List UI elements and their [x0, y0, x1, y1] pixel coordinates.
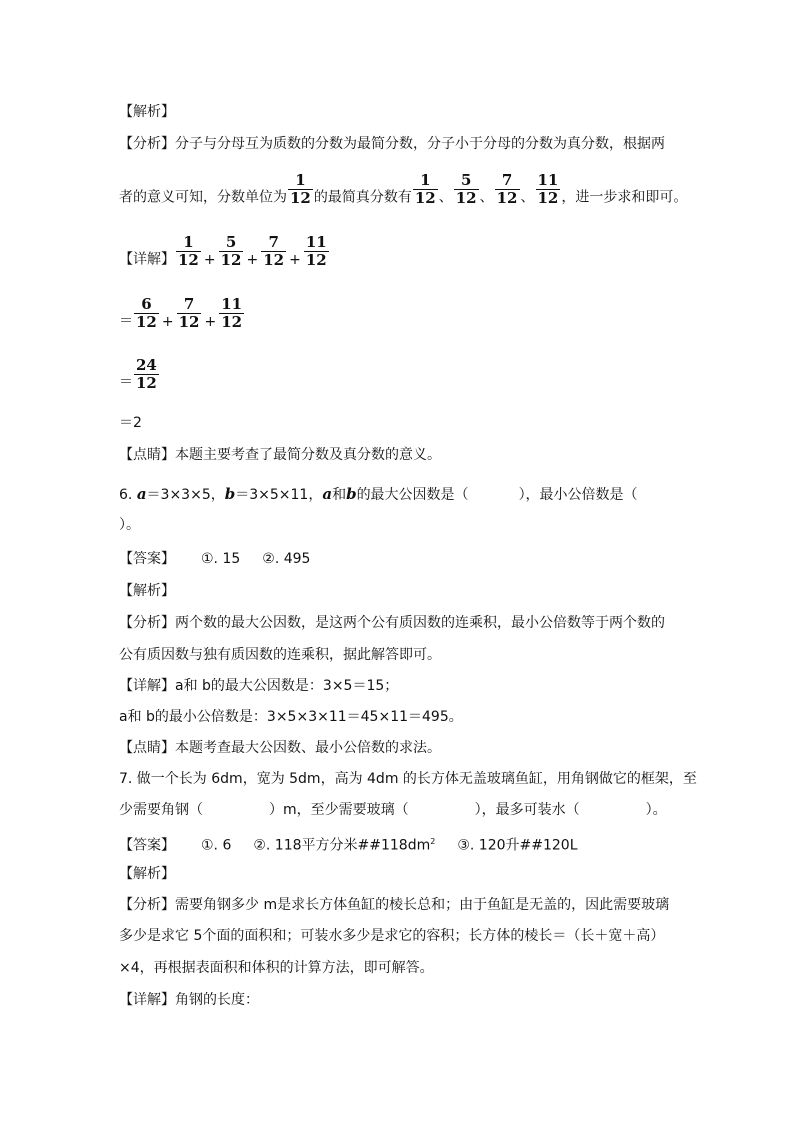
separator: 、 [520, 189, 535, 206]
plus: + [289, 251, 301, 268]
question-7-line2 [119, 801, 667, 819]
numerator: 6 [141, 295, 152, 313]
plus: + [246, 251, 259, 268]
text: ，进一步求和即可。 [561, 189, 688, 206]
remark-1: 【点睛】本题主要考查了最简分数及真分数的意义。 [119, 447, 441, 463]
fraction [134, 296, 159, 331]
analysis-7b: 多少是求它 5个面的面积和；可装水多少是求它的容积；长方体的棱长＝（长＋宽＋高） [119, 928, 665, 944]
analysis-6a: 【分析】两个数的最大公因数，是这两个公有质因数的连乘积，最小公倍数等于两个数的 [119, 615, 665, 631]
analysis-label-7: 【解析】 [119, 866, 175, 882]
numerator: 7 [183, 295, 195, 313]
fraction [495, 172, 520, 207]
analysis-label-1: 【解析】 [119, 104, 175, 120]
denominator: 12 [537, 189, 559, 207]
answer-7 [119, 833, 578, 855]
a-expression: ＝3×3×5， [146, 487, 225, 503]
fraction [413, 172, 438, 207]
numerator: 5 [460, 171, 472, 189]
fraction [304, 234, 329, 269]
equals: ＝ [119, 374, 133, 391]
text: ）。 [645, 802, 667, 818]
var-a: a [136, 485, 147, 503]
fraction [219, 234, 244, 269]
text: ），最小公倍数是（ [518, 487, 638, 503]
denominator: 12 [136, 313, 157, 331]
numerator: 11 [537, 171, 559, 189]
answer-2: ②. 495 [262, 551, 311, 567]
b-expression: ＝3×5×11， [235, 487, 323, 503]
answer-1: ①. 6 [201, 837, 232, 854]
detail-7: 【详解】角钢的长度： [119, 992, 259, 1008]
denominator: 12 [220, 251, 242, 269]
answer-3: ③. 120升##120L [457, 837, 578, 854]
denominator: 12 [136, 374, 157, 392]
denominator: 12 [221, 313, 243, 331]
var-b: b [224, 485, 236, 503]
numerator: 7 [501, 171, 513, 189]
numerator: 7 [268, 233, 279, 251]
question-6-end: ）。 [119, 517, 140, 533]
text: 的最简真分数有 [313, 189, 412, 206]
numerator: 1 [420, 171, 431, 189]
plus: + [203, 251, 216, 268]
detail-label: 【详解】 [119, 251, 175, 268]
denominator: 12 [496, 189, 518, 207]
question-number: 6. [119, 487, 133, 503]
answer-6 [119, 550, 310, 568]
answer-label: 【答案】 [119, 551, 175, 567]
text: 和 [332, 487, 347, 503]
detail-6a: 【详解】a和 b的最大公因数是：3×5＝15； [119, 678, 399, 694]
remark-6: 【点睛】本题考查最大公因数、最小公倍数的求法。 [119, 740, 441, 756]
answer-2: ②. 118平方分米##118dm [253, 837, 431, 854]
text: ），最多可装水（ [474, 802, 580, 818]
question-7-line1: 7. 做一个长为 6dm，宽为 5dm，高为 4dm 的长方体无盖玻璃鱼缸，用角钢做它的框架，至 [119, 771, 697, 787]
detail-1 [119, 234, 330, 269]
answer-1: ①. 15 [201, 551, 241, 567]
question-6 [119, 485, 638, 504]
analysis-text-1b [119, 172, 687, 207]
denominator: 12 [178, 251, 199, 269]
analysis-text-1a: 【分析】分子与分母互为质数的分数为最简分数，分子小于分母的分数为真分数，根据两 [119, 136, 665, 152]
denominator: 12 [305, 251, 327, 269]
equals: ＝ [119, 313, 133, 330]
numerator: 24 [136, 356, 157, 374]
analysis-7c: ×4，再根据表面积和体积的计算方法，即可解答。 [119, 960, 434, 976]
fraction [134, 357, 159, 392]
analysis-label-6: 【解析】 [119, 583, 175, 599]
text: 的最大公因数是（ [356, 487, 469, 503]
superscript: 2 [430, 837, 436, 846]
answer-label: 【答案】 [119, 837, 175, 854]
detail-6b: a和 b的最小公倍数是：3×5×3×11＝45×11＝495。 [119, 709, 463, 725]
analysis-7a: 【分析】需要角钢多少 m是求长方体鱼缸的棱长总和；由于鱼缸是无盖的，因此需要玻璃 [119, 897, 670, 913]
denominator: 12 [178, 313, 200, 331]
var-b: b [346, 485, 357, 503]
text: 少需要角钢（ [119, 802, 203, 818]
separator: 、 [438, 189, 453, 206]
numerator: 1 [183, 233, 194, 251]
denominator: 12 [290, 189, 311, 207]
denominator: 12 [263, 251, 285, 269]
plus: + [204, 313, 217, 330]
numerator: 11 [305, 233, 327, 251]
text: 者的意义可知，分数单位为 [119, 189, 287, 206]
fraction [536, 172, 561, 207]
fraction [261, 234, 286, 269]
step-3 [119, 357, 160, 392]
analysis-6b: 公有质因数与独有质因数的连乘积，据此解答即可。 [119, 647, 441, 663]
fraction [454, 172, 479, 207]
denominator: 12 [414, 189, 436, 207]
fraction [177, 296, 202, 331]
fraction [219, 296, 244, 331]
numerator: 11 [221, 295, 243, 313]
separator: 、 [479, 189, 494, 206]
plus: + [161, 313, 174, 330]
numerator: 5 [225, 233, 237, 251]
result-line: ＝2 [119, 415, 142, 431]
text: ）m，至少需要玻璃（ [269, 802, 409, 818]
fraction [176, 234, 201, 269]
fraction-unit [288, 172, 313, 207]
var-a: a [322, 485, 333, 503]
numerator: 1 [295, 171, 306, 189]
step-2 [119, 296, 245, 331]
denominator: 12 [455, 189, 477, 207]
